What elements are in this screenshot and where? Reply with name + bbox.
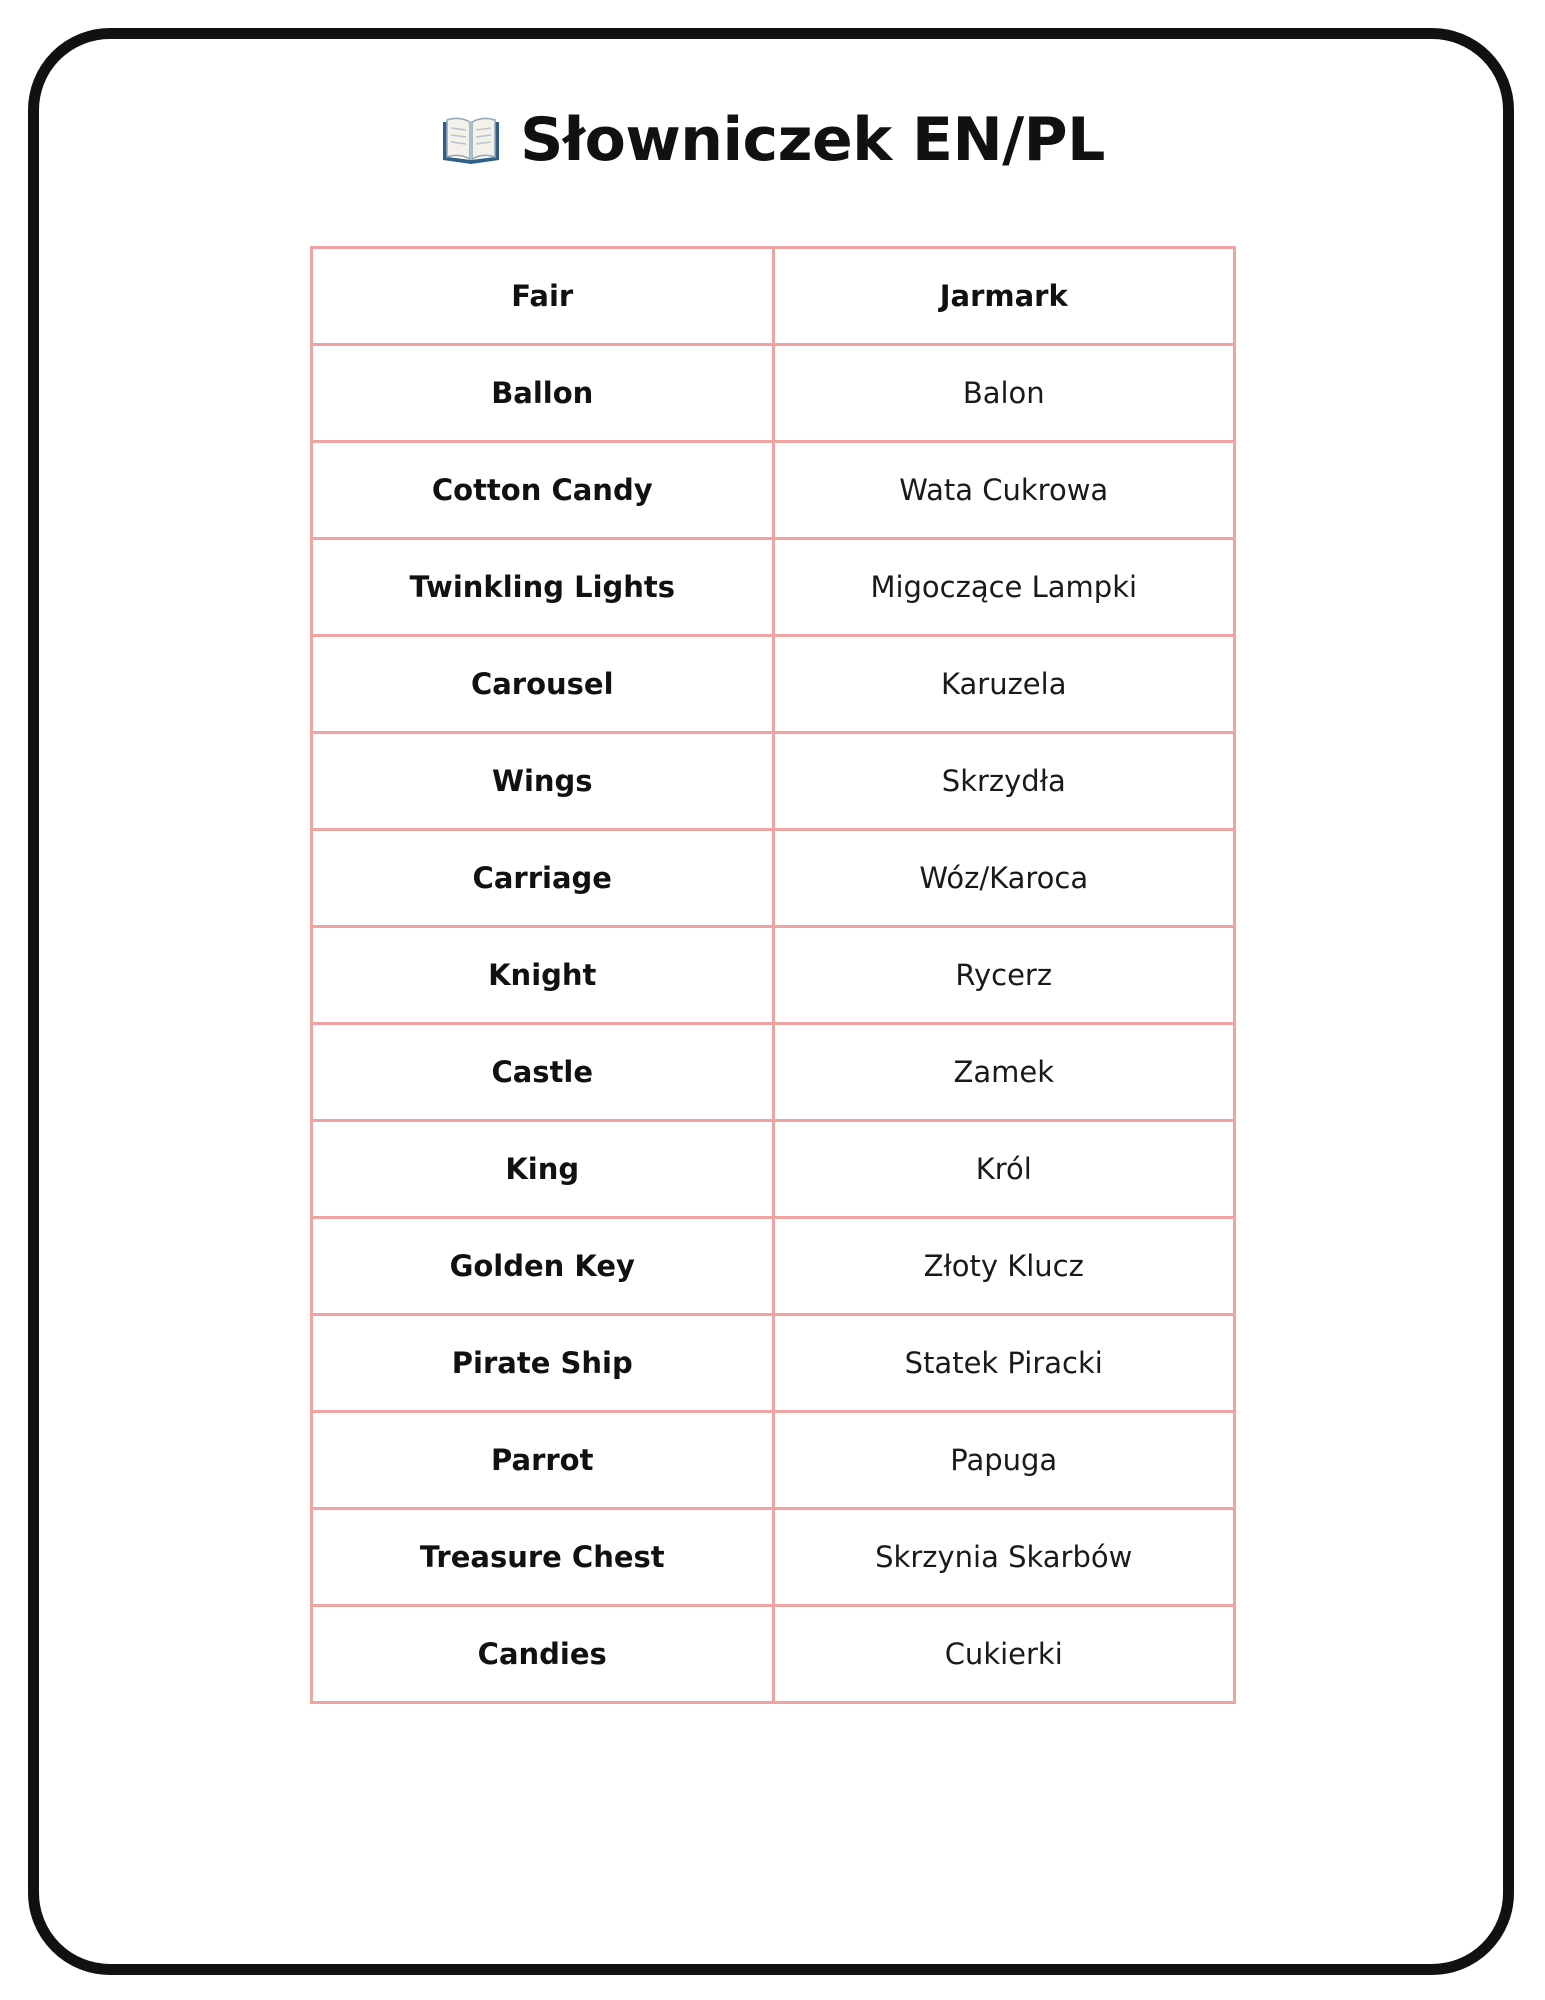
table-row [312, 830, 1235, 927]
table-row [312, 927, 1235, 1024]
polish-header-cell: Jarmark [773, 248, 1235, 345]
english-word: Parrot [312, 1412, 774, 1509]
page-title-text: Słowniczek EN/PL [520, 105, 1105, 175]
table-row [312, 442, 1235, 539]
english-word: King [312, 1121, 774, 1218]
table-row [312, 636, 1235, 733]
english-word: Castle [312, 1024, 774, 1121]
polish-word: Wata Cukrowa [773, 442, 1235, 539]
polish-word: Złoty Klucz [773, 1218, 1235, 1315]
english-word: Carriage [312, 830, 774, 927]
english-word: Pirate Ship [312, 1315, 774, 1412]
polish-word: Balon [773, 345, 1235, 442]
english-word: Candies [312, 1606, 774, 1703]
polish-word: Wóz/Karoca [773, 830, 1235, 927]
polish-word: Król [773, 1121, 1235, 1218]
table-row [312, 1121, 1235, 1218]
polish-word: Cukierki [773, 1606, 1235, 1703]
polish-word: Statek Piracki [773, 1315, 1235, 1412]
open-book-icon [440, 114, 502, 166]
table-row [312, 1509, 1235, 1606]
polish-word: Karuzela [773, 636, 1235, 733]
english-word: Wings [312, 733, 774, 830]
table-row [312, 1218, 1235, 1315]
polish-word: Skrzydła [773, 733, 1235, 830]
table-row [312, 1315, 1235, 1412]
english-word: Cotton Candy [312, 442, 774, 539]
table-row [312, 345, 1235, 442]
polish-word: Migoczące Lampki [773, 539, 1235, 636]
english-word: Golden Key [312, 1218, 774, 1315]
table-row [312, 1412, 1235, 1509]
table-row [312, 539, 1235, 636]
polish-word: Rycerz [773, 927, 1235, 1024]
english-word: Ballon [312, 345, 774, 442]
page-title [0, 100, 1545, 180]
polish-word: Zamek [773, 1024, 1235, 1121]
table-row [312, 1606, 1235, 1703]
polish-word: Skrzynia Skarbów [773, 1509, 1235, 1606]
english-word: Treasure Chest [312, 1509, 774, 1606]
english-word: Knight [312, 927, 774, 1024]
table-row [312, 1024, 1235, 1121]
polish-word: Papuga [773, 1412, 1235, 1509]
vocabulary-table [310, 246, 1236, 1704]
table-header-row [312, 248, 1235, 345]
table-row [312, 733, 1235, 830]
english-header-cell: Fair [312, 248, 774, 345]
english-word: Twinkling Lights [312, 539, 774, 636]
english-word: Carousel [312, 636, 774, 733]
